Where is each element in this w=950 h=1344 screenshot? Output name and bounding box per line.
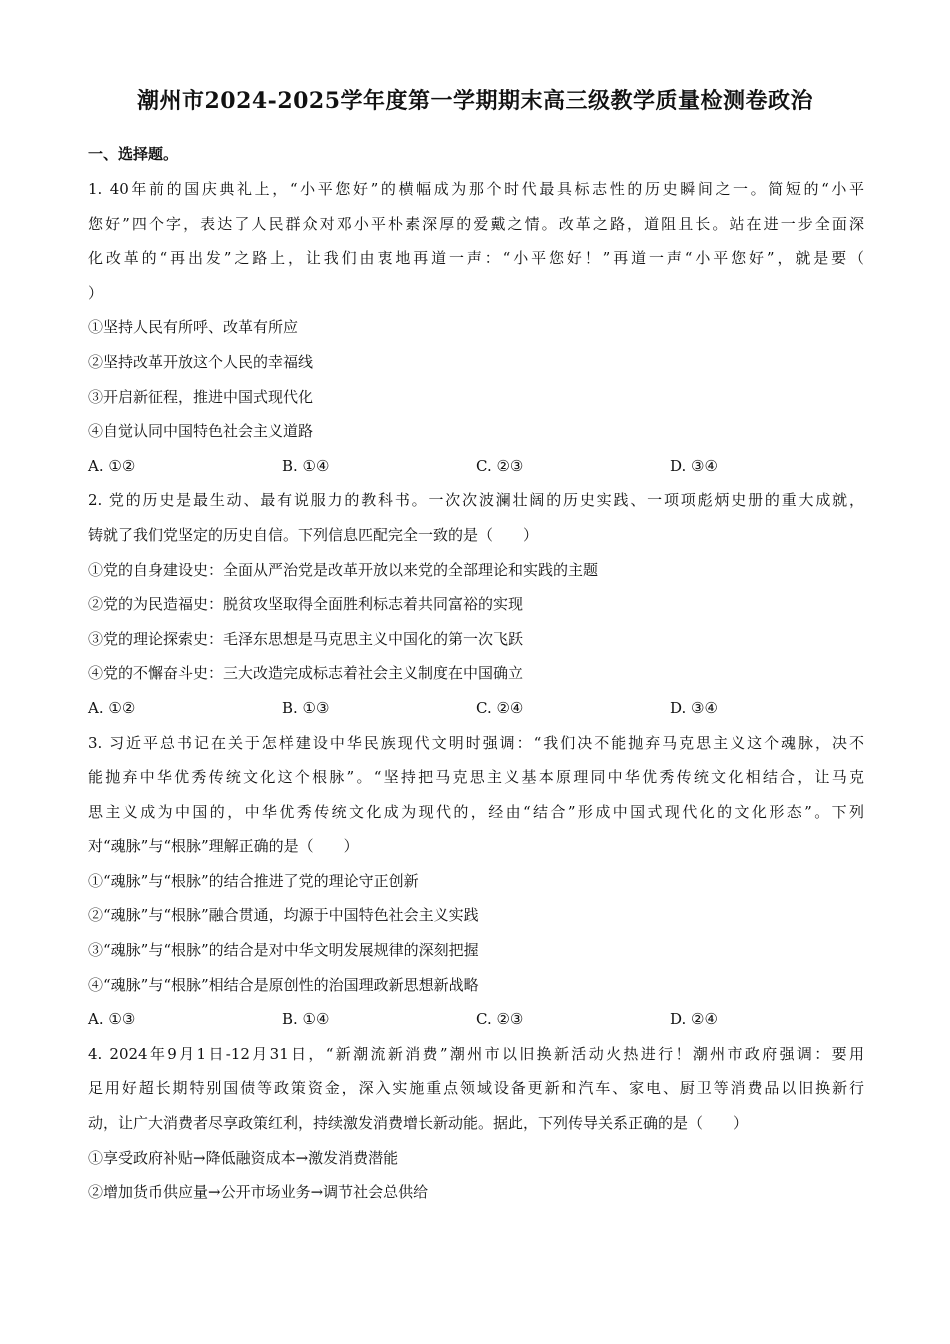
- statement-item: ④自觉认同中国特色社会主义道路: [88, 422, 314, 441]
- statement-item: ①党的自身建设史：全面从严治党是改革开放以来党的全部理论和实践的主题: [88, 560, 599, 579]
- option-c: C. ②③: [476, 1010, 524, 1029]
- question-4: [88, 1037, 864, 1210]
- option-a: A. ①②: [88, 698, 136, 717]
- statement-item: ①“魂脉”与“根脉”的结合推进了党的理论守正创新: [88, 871, 419, 890]
- question-stem-line: 您好”四个字，表达了人民群众对邓小平朴素深厚的爱戴之情。改革之路，道阻且长。站在进一步全面深: [88, 214, 864, 233]
- answer-options: [88, 449, 864, 484]
- option-b: B. ①③: [282, 698, 330, 717]
- option-c: C. ②③: [476, 456, 524, 475]
- question-3: [88, 726, 864, 1037]
- question-1: [88, 172, 864, 483]
- section-heading: 一、选择题。: [88, 145, 179, 163]
- question-2: [88, 483, 864, 725]
- answer-options: [88, 691, 864, 726]
- statement-item: ②坚持改革开放这个人民的幸福线: [88, 352, 314, 371]
- page-title: 潮州市2024-2025学年度第一学期期末高三级教学质量检测卷政治: [136, 88, 814, 114]
- statement-item: ④党的不懈奋斗史：三大改造完成标志着社会主义制度在中国确立: [88, 664, 524, 683]
- option-a: A. ①③: [88, 1010, 136, 1029]
- option-d: D. ③④: [670, 698, 718, 717]
- question-stem-line: 对“魂脉”与“根脉”理解正确的是（ ）: [88, 837, 359, 856]
- question-stem-line: 足用好超长期特别国债等政策资金，深入实施重点领域设备更新和汽车、家电、厨卫等消费品以旧换新行: [88, 1079, 864, 1098]
- question-stem-line: 2. 党的历史是最生动、最有说服力的教科书。一次次波澜壮阔的历史实践、一项项彪炳史册的重大成就，: [88, 491, 864, 510]
- question-stem-line: 铸就了我们党坚定的历史自信。下列信息匹配完全一致的是（ ）: [88, 525, 539, 544]
- option-d: D. ②④: [670, 1010, 718, 1029]
- statement-item: ③党的理论探索史：毛泽东思想是马克思主义中国化的第一次飞跃: [88, 629, 524, 648]
- question-stem-line: 能抛弃中华优秀传统文化这个根脉”。“坚持把马克思主义基本原理同中华优秀传统文化相结合，让马克: [88, 768, 864, 787]
- option-b: B. ①④: [282, 1010, 330, 1029]
- question-stem-line: 思主义成为中国的，中华优秀传统文化成为现代的，经由“结合”形成中国式现代化的文化形态”。下列: [88, 802, 864, 821]
- question-list: [88, 172, 864, 1210]
- question-stem-line: 动，让广大消费者尽享政策红利，持续激发消费增长新动能。据此，下列传导关系正确的是（ ）: [88, 1114, 749, 1133]
- statement-item: ②“魂脉”与“根脉”融合贯通，均源于中国特色社会主义实践: [88, 906, 479, 925]
- option-b: B. ①④: [282, 456, 330, 475]
- statement-item: ③开启新征程，推进中国式现代化: [88, 387, 314, 406]
- option-d: D. ③④: [670, 456, 718, 475]
- statement-item: ①享受政府补贴→降低融资成本→激发消费潜能: [88, 1148, 399, 1167]
- question-stem-line: 化改革的“再出发”之路上，让我们由衷地再道一声：“小平您好！”再道一声“小平您好”，就是要（: [88, 249, 864, 268]
- answer-options: [88, 1002, 864, 1037]
- statement-item: ③“魂脉”与“根脉”的结合是对中华文明发展规律的深刻把握: [88, 941, 479, 960]
- option-c: C. ②④: [476, 698, 524, 717]
- question-stem-line: 3. 习近平总书记在关于怎样建设中华民族现代文明时强调：“我们决不能抛弃马克思主义这个魂脉，决不: [88, 733, 864, 752]
- statement-item: ①坚持人民有所呼、改革有所应: [88, 318, 299, 337]
- option-a: A. ①②: [88, 456, 136, 475]
- statement-item: ④“魂脉”与“根脉”相结合是原创性的治国理政新思想新战略: [88, 975, 479, 994]
- question-stem-line: 1. 40年前的国庆典礼上，“小平您好”的横幅成为那个时代最具标志性的历史瞬间之一。简短的“小平: [88, 180, 864, 198]
- question-stem-line: 4. 2024年9月1日-12月31日，“新潮流新消费”潮州市以旧换新活动火热进行！潮州市政府强调：要用: [88, 1044, 864, 1063]
- statement-item: ②增加货币供应量→公开市场业务→调节社会总供给: [88, 1183, 429, 1202]
- statement-item: ②党的为民造福史：脱贫攻坚取得全面胜利标志着共同富裕的实现: [88, 595, 524, 614]
- question-stem-line: ）: [88, 283, 104, 302]
